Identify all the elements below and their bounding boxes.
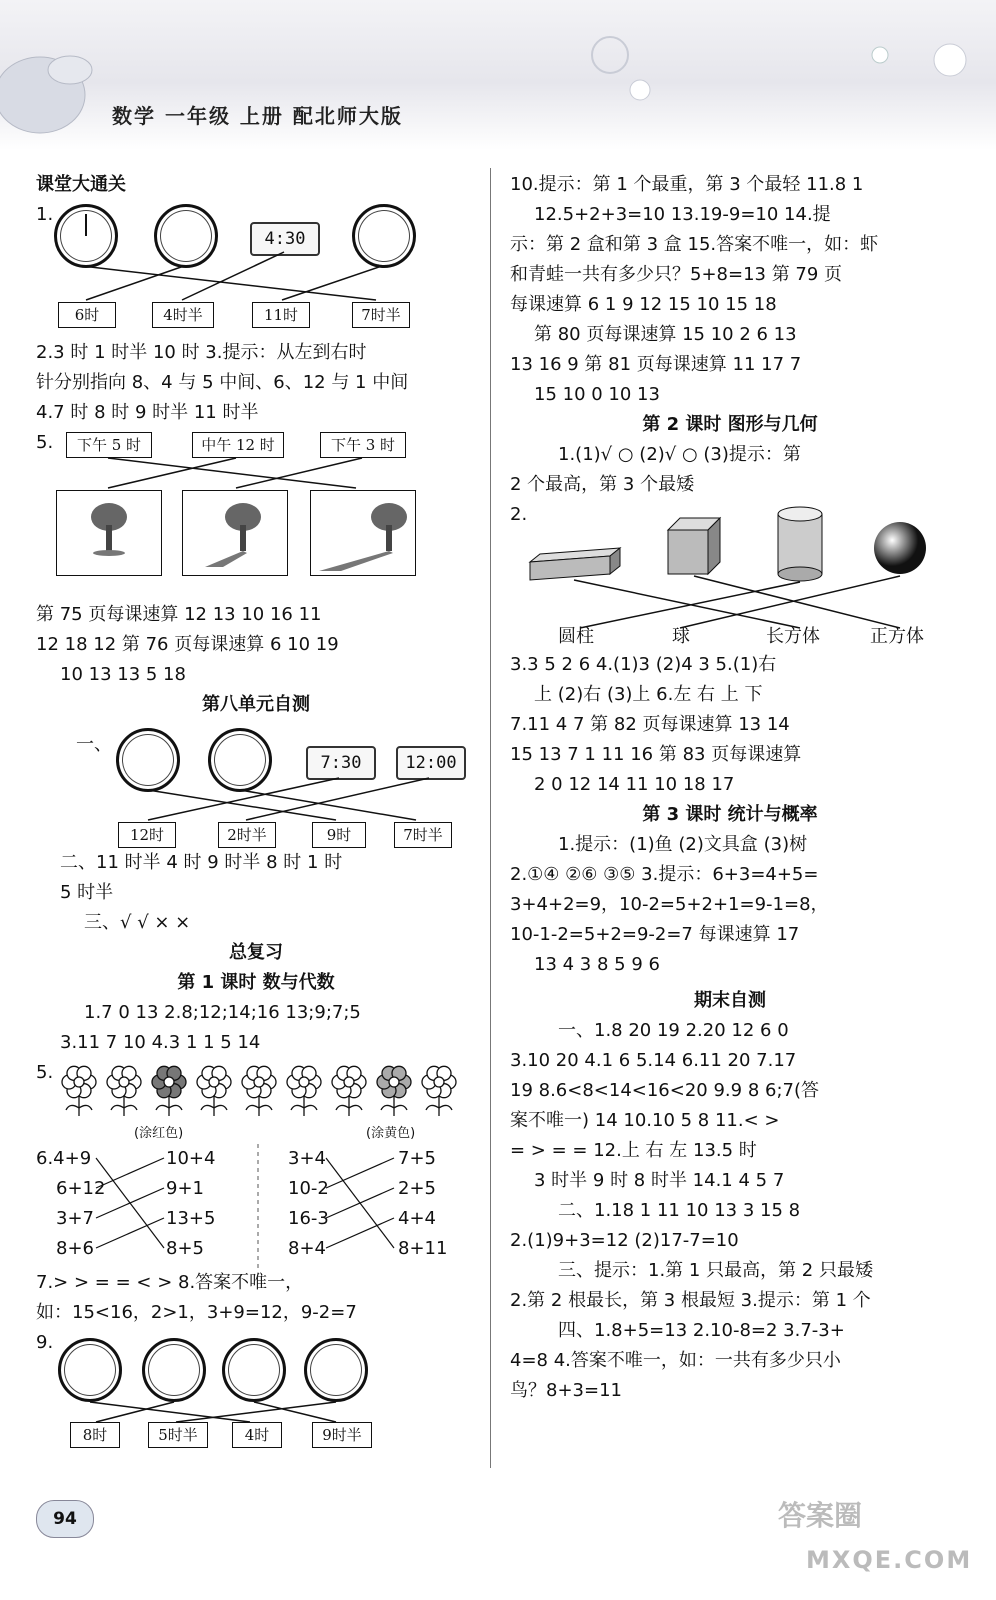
answer-line: 10.提示：第 1 个最重，第 3 个最轻 11.8 1 bbox=[510, 174, 864, 195]
unit-title: 第八单元自测 bbox=[202, 694, 310, 715]
expression: 3+7 bbox=[56, 1208, 94, 1229]
q9-figure bbox=[36, 1328, 476, 1448]
answer-line: 3.3 5 2 6 4.(1)3 (2)4 3 5.(1)右 bbox=[510, 654, 777, 675]
flower-icon bbox=[193, 1064, 235, 1106]
answer-line: 鸟？8+3=11 bbox=[510, 1380, 622, 1401]
answer-line: 示：第 2 盒和第 3 盒 15.答案不唯一，如：虾 bbox=[510, 234, 879, 255]
answer-line: 4.7 时 8 时 9 时半 11 时半 bbox=[36, 402, 259, 423]
flower-icon bbox=[58, 1064, 100, 1106]
section-title: 课堂大通关 bbox=[36, 174, 126, 195]
answer-line: 19 8.6<8<14<16<20 9.9 8 6;7(答 bbox=[510, 1080, 819, 1101]
tree-icon bbox=[183, 491, 287, 575]
time-box: 5时半 bbox=[148, 1422, 208, 1448]
flower-icon bbox=[283, 1064, 325, 1106]
time-box: 下午 3 时 bbox=[320, 432, 406, 458]
cylinder-icon bbox=[778, 507, 822, 581]
time-box: 9时半 bbox=[312, 1422, 372, 1448]
answer-line: 5 时半 bbox=[60, 882, 114, 903]
expression: 10-2 bbox=[288, 1178, 329, 1199]
expression: 6+12 bbox=[56, 1178, 106, 1199]
tree-icon bbox=[311, 491, 415, 575]
shape-label: 圆柱 bbox=[558, 626, 594, 647]
answer-line: 如：15<16，2>1，3+9=12，9-2=7 bbox=[36, 1302, 357, 1323]
q5-flowers-figure bbox=[36, 1058, 476, 1144]
time-box: 中午 12 时 bbox=[192, 432, 284, 458]
answer-line: 四、1.8+5=13 2.10-8=2 3.7-3+ bbox=[558, 1320, 845, 1341]
expression: 3+4 bbox=[288, 1148, 326, 1169]
q5-figure bbox=[36, 428, 476, 600]
q6-matching bbox=[36, 1144, 476, 1268]
time-box: 7时半 bbox=[352, 302, 410, 328]
answer-line: 7.> > = = < > 8.答案不唯一， bbox=[36, 1272, 304, 1293]
tree-icon bbox=[57, 491, 161, 575]
expression: 10+4 bbox=[166, 1148, 216, 1169]
answer-line: 上 (2)右 (3)上 6.左 右 上 下 bbox=[534, 684, 763, 705]
answer-line: 二、1.18 1 11 10 13 3 15 8 bbox=[558, 1200, 801, 1221]
answer-line: 15 10 0 10 13 bbox=[534, 384, 660, 405]
answer-line: 4=8 4.答案不唯一，如：一共有多少只小 bbox=[510, 1350, 841, 1371]
answer-line: 2.(1)9+3=12 (2)17-7=10 bbox=[510, 1230, 739, 1251]
digital-clock: 12:00 bbox=[396, 746, 466, 780]
question-number: 5. bbox=[36, 432, 54, 453]
time-box: 2时半 bbox=[218, 822, 276, 848]
flower-icon bbox=[103, 1064, 145, 1106]
answer-line: 13 4 3 8 5 9 6 bbox=[534, 954, 660, 975]
shape-label: 正方体 bbox=[870, 626, 924, 647]
answer-line: 针分别指向 8、4 与 5 中间、6、12 与 1 中间 bbox=[36, 372, 409, 393]
answer-line: 3.11 7 10 4.3 1 1 5 14 bbox=[60, 1032, 261, 1053]
answer-line: 一、1.8 20 19 2.20 12 6 0 bbox=[558, 1020, 789, 1041]
flower-icon bbox=[328, 1064, 370, 1106]
expression: 7+5 bbox=[398, 1148, 436, 1169]
unit8-q1-figure bbox=[36, 720, 476, 848]
answer-line: 15 13 7 1 11 16 第 83 页每课速算 bbox=[510, 744, 802, 765]
cuboid-icon bbox=[530, 548, 620, 580]
tree-shadow-picture bbox=[310, 490, 416, 576]
answer-line: 二、11 时半 4 时 9 时半 8 时 1 时 bbox=[60, 852, 343, 873]
expression: 4+4 bbox=[398, 1208, 436, 1229]
question-number: 一、 bbox=[76, 734, 112, 755]
right-column bbox=[510, 170, 950, 1406]
time-box: 下午 5 时 bbox=[66, 432, 152, 458]
lesson-title: 第 3 课时 统计与概率 bbox=[642, 804, 818, 825]
column-divider bbox=[490, 168, 491, 1468]
answer-line: 3 时半 9 时 8 时半 14.1 4 5 7 bbox=[534, 1170, 785, 1191]
time-box: 9时 bbox=[312, 822, 366, 848]
time-box: 6时 bbox=[58, 302, 116, 328]
answer-line: 三、√ √ × × bbox=[84, 912, 191, 933]
answer-line: 案不唯一) 14 10.10 5 8 11.< > bbox=[510, 1110, 780, 1131]
time-box: 7时半 bbox=[394, 822, 452, 848]
tree-shadow-picture bbox=[56, 490, 162, 576]
expression: 13+5 bbox=[166, 1208, 216, 1229]
section-title: 总复习 bbox=[229, 942, 283, 963]
question-number: 9. bbox=[36, 1332, 54, 1353]
answer-line: 3+4+2=9，10-2=5+2+1=9-1=8， bbox=[510, 894, 829, 915]
answer-line: 10 13 13 5 18 bbox=[60, 664, 186, 685]
answer-line: 10-1-2=5+2=9-2=7 每课速算 17 bbox=[510, 924, 800, 945]
answer-line: 和青蛙一共有多少只？5+8=13 第 79 页 bbox=[510, 264, 843, 285]
answer-line: 三、提示：1.第 1 只最高，第 2 只最矮 bbox=[558, 1260, 873, 1281]
question-number: 1. bbox=[36, 204, 54, 225]
digital-clock: 7:30 bbox=[306, 746, 376, 780]
answer-line: 1.7 0 13 2.8;12;14;16 13;9;7;5 bbox=[84, 1002, 361, 1023]
lesson-title: 第 2 课时 图形与几何 bbox=[642, 414, 818, 435]
answer-line: 7.11 4 7 第 82 页每课速算 13 14 bbox=[510, 714, 790, 735]
answer-line: 2.①④ ②⑥ ③⑤ 3.提示：6+3=4+5= bbox=[510, 864, 819, 885]
expression: 9+1 bbox=[166, 1178, 204, 1199]
flower-icon bbox=[373, 1064, 415, 1106]
shape-label: 长方体 bbox=[766, 626, 820, 647]
tree-shadow-picture bbox=[182, 490, 288, 576]
expression: 8+6 bbox=[56, 1238, 94, 1259]
expression: 8+11 bbox=[398, 1238, 448, 1259]
answer-line: 3.10 20 4.1 6 5.14 6.11 20 7.17 bbox=[510, 1050, 797, 1071]
expression: 2+5 bbox=[398, 1178, 436, 1199]
flower-icon bbox=[238, 1064, 280, 1106]
answer-line: = > = = 12.上 右 左 13.5 时 bbox=[510, 1140, 757, 1161]
watermark-logo: 答案圈 bbox=[778, 1499, 863, 1532]
expression: 8+4 bbox=[288, 1238, 326, 1259]
digital-clock: 4:30 bbox=[250, 222, 320, 256]
page-header-title: 数学 一年级 上册 配北师大版 bbox=[112, 104, 403, 128]
expression: 8+5 bbox=[166, 1238, 204, 1259]
cube-icon bbox=[668, 518, 720, 574]
question-number: 5. bbox=[36, 1062, 54, 1083]
expression: 6.4+9 bbox=[36, 1148, 92, 1169]
answer-line: 12.5+2+3=10 13.19-9=10 14.提 bbox=[534, 204, 831, 225]
section-title: 期末自测 bbox=[694, 990, 766, 1011]
answer-line: 13 16 9 第 81 页每课速算 11 17 7 bbox=[510, 354, 802, 375]
question-number: 2. bbox=[510, 504, 528, 525]
left-column bbox=[36, 170, 476, 1448]
answer-line: 2.第 2 根最长，第 3 根最短 3.提示：第 1 个 bbox=[510, 1290, 871, 1311]
answer-line: 12 18 12 第 76 页每课速算 6 10 19 bbox=[36, 634, 339, 655]
watermark-url: MXQE.COM bbox=[806, 1546, 973, 1574]
answer-line: 第 75 页每课速算 12 13 10 16 11 bbox=[36, 604, 322, 625]
answer-line: 1.(1)√ ○ (2)√ ○ (3)提示：第 bbox=[558, 444, 801, 465]
flower-icon bbox=[418, 1064, 460, 1106]
time-box: 4时 bbox=[232, 1422, 282, 1448]
time-box: 11时 bbox=[252, 302, 310, 328]
lesson-title: 第 1 课时 数与代数 bbox=[177, 972, 335, 993]
header-banner bbox=[0, 0, 996, 150]
flower-icon bbox=[148, 1064, 190, 1106]
page-number: 94 bbox=[36, 1500, 94, 1538]
q1-figure bbox=[36, 200, 476, 330]
shape-label: 球 bbox=[672, 626, 690, 647]
answer-line: 2 0 12 14 11 10 18 17 bbox=[534, 774, 735, 795]
time-box: 4时半 bbox=[152, 302, 214, 328]
time-box: 8时 bbox=[70, 1422, 120, 1448]
answer-line: 2.3 时 1 时半 10 时 3.提示：从左到右时 bbox=[36, 342, 367, 363]
answer-line: 1.提示：(1)鱼 (2)文具盒 (3)树 bbox=[558, 834, 808, 855]
answer-line: 2 个最高，第 3 个最矮 bbox=[510, 474, 695, 495]
sphere-icon bbox=[874, 522, 926, 574]
time-box: 12时 bbox=[118, 822, 176, 848]
color-note: (涂红色) bbox=[134, 1126, 184, 1141]
answer-line: 每课速算 6 1 9 12 15 10 15 18 bbox=[510, 294, 777, 315]
expression: 16-3 bbox=[288, 1208, 329, 1229]
color-note: (涂黄色) bbox=[366, 1126, 416, 1141]
q2-shapes-figure bbox=[510, 500, 950, 650]
answer-line: 第 80 页每课速算 15 10 2 6 13 bbox=[534, 324, 797, 345]
